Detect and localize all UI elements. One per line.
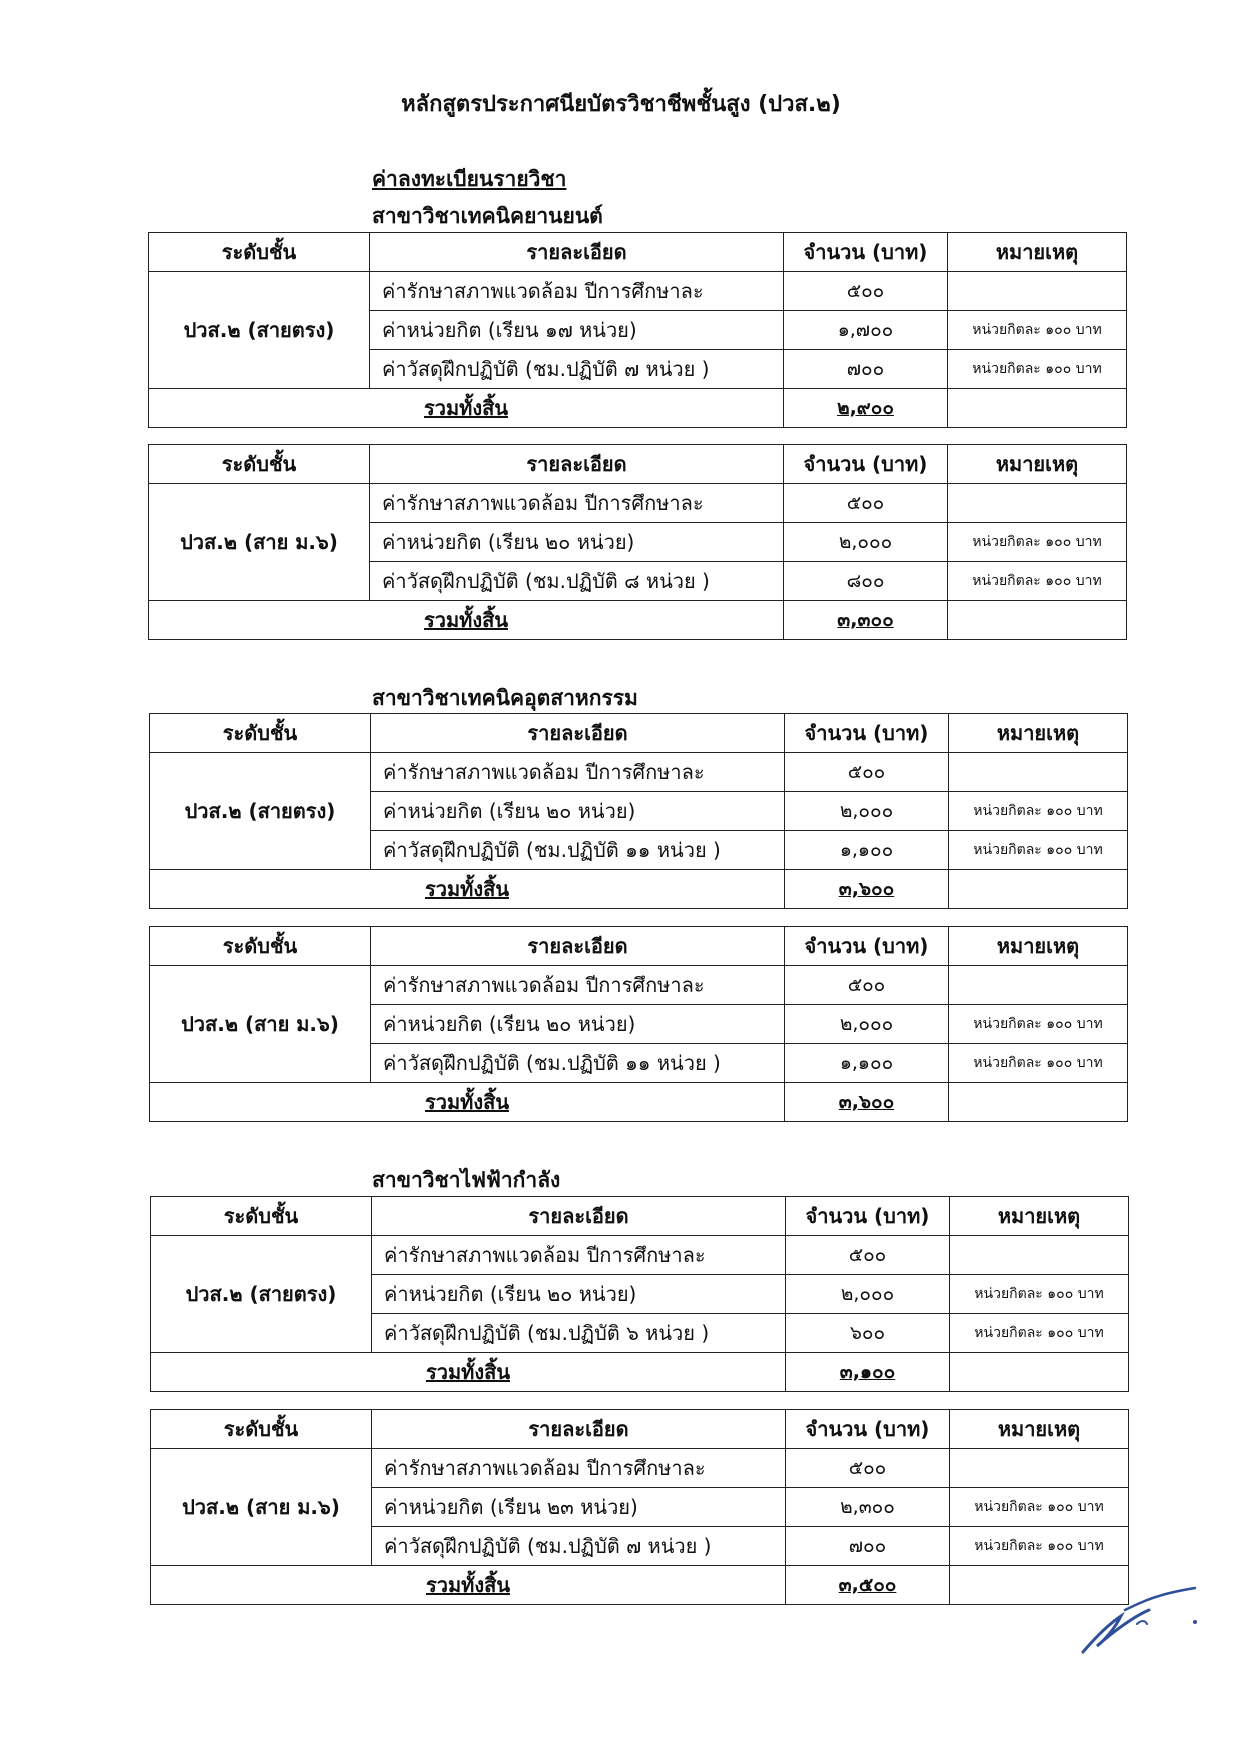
total-row: [151, 1353, 1129, 1392]
amount-cell: ๕๐๐: [785, 753, 949, 792]
amount-cell: ๒,๐๐๐: [785, 792, 949, 831]
header-note: หมายเหตุ: [948, 445, 1127, 484]
table-header-row: [150, 927, 1128, 966]
table-header-row: [150, 714, 1128, 753]
header-level: ระดับชั้น: [149, 445, 370, 484]
total-note-cell: [949, 870, 1128, 909]
detail-cell: ค่ารักษาสภาพแวดล้อม ปีการศึกษาละ: [371, 753, 785, 792]
fee-table-industrial-m6: [149, 926, 1128, 1122]
header-amount: จำนวน (บาท): [785, 714, 949, 753]
note-cell: หน่วยกิตละ ๑๐๐ บาท: [950, 1275, 1129, 1314]
table-row: [149, 272, 1127, 311]
detail-cell: ค่าวัสดุฝึกปฏิบัติ (ชม.ปฏิบัติ ๘ หน่วย ): [370, 562, 784, 601]
total-amount: ๓,๓๐๐: [784, 601, 948, 640]
fee-table-automotive-m6: [148, 444, 1127, 640]
total-label: รวมทั้งสิ้น: [150, 1083, 785, 1122]
note-cell: [949, 966, 1128, 1005]
amount-cell: ๘๐๐: [784, 562, 948, 601]
program-name-electrical: สาขาวิชาไฟฟ้ากำลัง: [372, 1168, 561, 1192]
header-detail: รายละเอียด: [370, 445, 784, 484]
header-detail: รายละเอียด: [372, 1197, 786, 1236]
amount-cell: ๗๐๐: [786, 1527, 950, 1566]
note-cell: หน่วยกิตละ ๑๐๐ บาท: [948, 350, 1127, 389]
total-label: รวมทั้งสิ้น: [151, 1566, 786, 1605]
program-name-automotive: สาขาวิชาเทคนิคยานยนต์: [372, 204, 603, 228]
level-cell: ปวส.๒ (สาย ม.๖): [151, 1449, 372, 1566]
total-label: รวมทั้งสิ้น: [149, 389, 784, 428]
table-row: [150, 753, 1128, 792]
table-header-row: [149, 233, 1127, 272]
detail-cell: ค่าหน่วยกิต (เรียน ๒๓ หน่วย): [372, 1488, 786, 1527]
note-cell: [950, 1449, 1129, 1488]
level-cell: ปวส.๒ (สายตรง): [151, 1236, 372, 1353]
total-amount: ๓,๑๐๐: [786, 1353, 950, 1392]
total-note-cell: [949, 1083, 1128, 1122]
header-level: ระดับชั้น: [149, 233, 370, 272]
header-amount: จำนวน (บาท): [784, 233, 948, 272]
note-cell: หน่วยกิตละ ๑๐๐ บาท: [949, 831, 1128, 870]
note-cell: หน่วยกิตละ ๑๐๐ บาท: [949, 1005, 1128, 1044]
document-title: หลักสูตรประกาศนียบัตรวิชาชีพชั้นสูง (ปวส.๒): [401, 92, 841, 117]
note-cell: [950, 1236, 1129, 1275]
total-note-cell: [948, 601, 1127, 640]
detail-cell: ค่าวัสดุฝึกปฏิบัติ (ชม.ปฏิบัติ ๗ หน่วย ): [372, 1527, 786, 1566]
table-row: [151, 1449, 1129, 1488]
amount-cell: ๗๐๐: [784, 350, 948, 389]
amount-cell: ๕๐๐: [786, 1449, 950, 1488]
table-header-row: [151, 1197, 1129, 1236]
header-amount: จำนวน (บาท): [786, 1410, 950, 1449]
detail-cell: ค่ารักษาสภาพแวดล้อม ปีการศึกษาละ: [370, 272, 784, 311]
header-note: หมายเหตุ: [949, 927, 1128, 966]
header-note: หมายเหตุ: [950, 1197, 1129, 1236]
note-cell: หน่วยกิตละ ๑๐๐ บาท: [950, 1314, 1129, 1353]
table-row: [151, 1236, 1129, 1275]
fee-table-automotive-direct: [148, 232, 1127, 428]
amount-cell: ๒,๐๐๐: [785, 1005, 949, 1044]
amount-cell: ๕๐๐: [784, 272, 948, 311]
amount-cell: ๒,๓๐๐: [786, 1488, 950, 1527]
level-cell: ปวส.๒ (สาย ม.๖): [149, 484, 370, 601]
header-note: หมายเหตุ: [950, 1410, 1129, 1449]
note-cell: หน่วยกิตละ ๑๐๐ บาท: [948, 523, 1127, 562]
signature-mark: [1075, 1580, 1205, 1660]
detail-cell: ค่าหน่วยกิต (เรียน ๒๐ หน่วย): [371, 792, 785, 831]
amount-cell: ๕๐๐: [785, 966, 949, 1005]
table-row: [149, 484, 1127, 523]
header-detail: รายละเอียด: [371, 714, 785, 753]
note-cell: หน่วยกิตละ ๑๐๐ บาท: [948, 562, 1127, 601]
detail-cell: ค่าวัสดุฝึกปฏิบัติ (ชม.ปฏิบัติ ๑๑ หน่วย ): [371, 831, 785, 870]
note-cell: [948, 484, 1127, 523]
amount-cell: ๑,๑๐๐: [785, 1044, 949, 1083]
header-amount: จำนวน (บาท): [784, 445, 948, 484]
header-level: ระดับชั้น: [151, 1410, 372, 1449]
detail-cell: ค่ารักษาสภาพแวดล้อม ปีการศึกษาละ: [370, 484, 784, 523]
level-cell: ปวส.๒ (สายตรง): [149, 272, 370, 389]
total-amount: ๒,๙๐๐: [784, 389, 948, 428]
fee-table-electrical-direct: [150, 1196, 1129, 1392]
note-cell: หน่วยกิตละ ๑๐๐ บาท: [949, 792, 1128, 831]
amount-cell: ๕๐๐: [786, 1236, 950, 1275]
header-amount: จำนวน (บาท): [786, 1197, 950, 1236]
total-row: [149, 389, 1127, 428]
header-detail: รายละเอียด: [372, 1410, 786, 1449]
table-header-row: [149, 445, 1127, 484]
detail-cell: ค่าหน่วยกิต (เรียน ๒๐ หน่วย): [370, 523, 784, 562]
detail-cell: ค่าหน่วยกิต (เรียน ๒๐ หน่วย): [371, 1005, 785, 1044]
total-label: รวมทั้งสิ้น: [151, 1353, 786, 1392]
level-cell: ปวส.๒ (สายตรง): [150, 753, 371, 870]
total-row: [150, 1083, 1128, 1122]
header-level: ระดับชั้น: [151, 1197, 372, 1236]
header-detail: รายละเอียด: [370, 233, 784, 272]
table-row: [150, 966, 1128, 1005]
detail-cell: ค่ารักษาสภาพแวดล้อม ปีการศึกษาละ: [371, 966, 785, 1005]
total-amount: ๓,๖๐๐: [785, 1083, 949, 1122]
header-amount: จำนวน (บาท): [785, 927, 949, 966]
section-heading: ค่าลงทะเบียนรายวิชา: [372, 167, 567, 191]
total-row: [150, 870, 1128, 909]
header-note: หมายเหตุ: [949, 714, 1128, 753]
total-row: [151, 1566, 1129, 1605]
total-row: [149, 601, 1127, 640]
header-detail: รายละเอียด: [371, 927, 785, 966]
amount-cell: ๒,๐๐๐: [786, 1275, 950, 1314]
detail-cell: ค่าวัสดุฝึกปฏิบัติ (ชม.ปฏิบัติ ๑๑ หน่วย ): [371, 1044, 785, 1083]
total-amount: ๓,๖๐๐: [785, 870, 949, 909]
program-name-industrial: สาขาวิชาเทคนิคอุตสาหกรรม: [372, 686, 638, 710]
header-note: หมายเหตุ: [948, 233, 1127, 272]
note-cell: [949, 753, 1128, 792]
detail-cell: ค่าวัสดุฝึกปฏิบัติ (ชม.ปฏิบัติ ๖ หน่วย ): [372, 1314, 786, 1353]
note-cell: หน่วยกิตละ ๑๐๐ บาท: [950, 1488, 1129, 1527]
amount-cell: ๕๐๐: [784, 484, 948, 523]
total-label: รวมทั้งสิ้น: [150, 870, 785, 909]
detail-cell: ค่ารักษาสภาพแวดล้อม ปีการศึกษาละ: [372, 1236, 786, 1275]
level-cell: ปวส.๒ (สาย ม.๖): [150, 966, 371, 1083]
amount-cell: ๑,๗๐๐: [784, 311, 948, 350]
header-level: ระดับชั้น: [150, 714, 371, 753]
total-note-cell: [948, 389, 1127, 428]
note-cell: หน่วยกิตละ ๑๐๐ บาท: [948, 311, 1127, 350]
amount-cell: ๖๐๐: [786, 1314, 950, 1353]
amount-cell: ๒,๐๐๐: [784, 523, 948, 562]
note-cell: หน่วยกิตละ ๑๐๐ บาท: [949, 1044, 1128, 1083]
fee-table-electrical-m6: [150, 1409, 1129, 1605]
note-cell: หน่วยกิตละ ๑๐๐ บาท: [950, 1527, 1129, 1566]
note-cell: [948, 272, 1127, 311]
detail-cell: ค่าหน่วยกิต (เรียน ๒๐ หน่วย): [372, 1275, 786, 1314]
header-level: ระดับชั้น: [150, 927, 371, 966]
total-amount: ๓,๕๐๐: [786, 1566, 950, 1605]
table-header-row: [151, 1410, 1129, 1449]
detail-cell: ค่ารักษาสภาพแวดล้อม ปีการศึกษาละ: [372, 1449, 786, 1488]
total-note-cell: [950, 1353, 1129, 1392]
total-label: รวมทั้งสิ้น: [149, 601, 784, 640]
detail-cell: ค่าหน่วยกิต (เรียน ๑๗ หน่วย): [370, 311, 784, 350]
detail-cell: ค่าวัสดุฝึกปฏิบัติ (ชม.ปฏิบัติ ๗ หน่วย ): [370, 350, 784, 389]
fee-table-industrial-direct: [149, 713, 1128, 909]
amount-cell: ๑,๑๐๐: [785, 831, 949, 870]
